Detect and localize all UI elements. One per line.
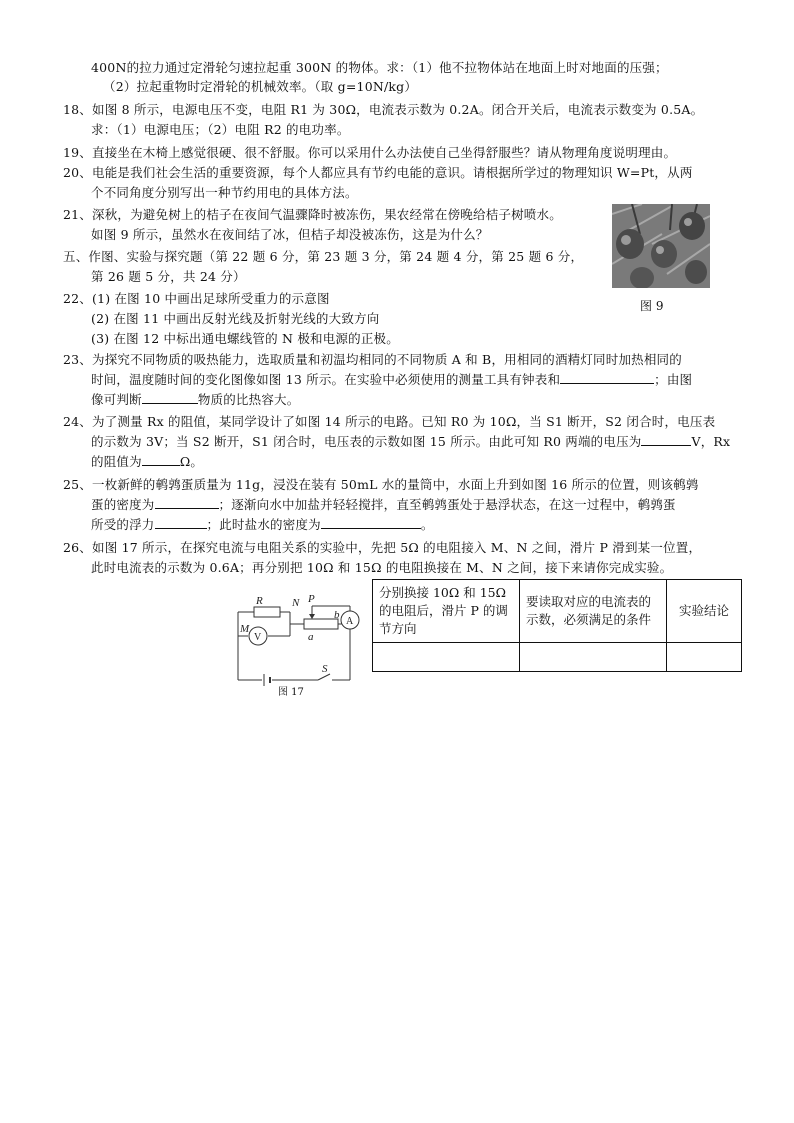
table-header-direction: 分别换接 10Ω 和 15Ω 的电阻后，滑片 P 的调节方向 — [373, 580, 520, 643]
table-answer-row — [373, 643, 742, 672]
label-n: N — [292, 597, 300, 609]
q23-blank-substance[interactable] — [142, 391, 198, 404]
q17-line2: （2）拉起重物时定滑轮的机械效率。（取 g=10N/kg） — [103, 79, 418, 94]
q25-line1: 25、一枚新鲜的鹌鹑蛋质量为 11g，浸没在装有 50mL 水的量筒中，水面上升到如图 16 所示的位置，则该鹌鹑 — [63, 477, 699, 492]
q26-line2: 此时电流表的示数为 0.6A；再分别把 10Ω 和 15Ω 的电阻换接在 M、N 之间，接下来请你完成实验。 — [91, 560, 673, 575]
label-m: M — [240, 623, 250, 635]
figure-9-oranges-photo — [612, 204, 710, 288]
label-r: R — [256, 595, 263, 607]
section5-line1: 五、作图、实验与探究题（第 22 题 6 分，第 23 题 3 分，第 24 题 4 分，第 25 题 6 分， — [63, 249, 584, 264]
q24-line3: 的阻值为 Ω。 — [91, 454, 204, 469]
q17-line1: 400N的拉力通过定滑轮匀速拉起重 300N 的物体。求：（1）他不拉物体站在地面上时对地面的压强； — [91, 60, 668, 75]
q23-line3: 像可判断 物质的比热容大。 — [91, 392, 300, 407]
rheostat — [304, 619, 338, 629]
q23-blank-tool[interactable] — [560, 371, 654, 384]
q22-line2: (2) 在图 11 中画出反射光线及折射光线的大致方向 — [91, 311, 380, 326]
label-p: P — [308, 593, 315, 605]
table-answer-direction[interactable] — [373, 643, 520, 672]
q20-line1: 20、电能是我们社会生活的重要资源，每个人都应具有节约电能的意识。请根据所学过的物理知识 W=Pt，从两 — [63, 165, 693, 180]
q21-line2: 如图 9 所示，虽然水在夜间结了冰，但桔子却没被冻伤，这是为什么？ — [91, 227, 489, 242]
label-b-end: b — [334, 609, 340, 621]
q25-blank-density[interactable] — [155, 496, 219, 509]
table-answer-condition[interactable] — [520, 643, 667, 672]
q26-line1: 26、如图 17 所示，在探究电流与电阻关系的实验中，先把 5Ω 的电阻接入 M、N 之间，滑片 P 滑到某一位置， — [63, 540, 702, 555]
q24-line2: 的示数为 3V；当 S2 断开，S1 闭合时，电压表的示数如图 15 所示。由此可知 R0 两端的电压为 V，Rx — [91, 434, 731, 449]
table-header-condition: 要读取对应的电流表的示数，必须满足的条件 — [520, 580, 667, 643]
label-s: S — [322, 663, 328, 675]
q19-line1: 19、直接坐在木椅上感觉很硬、很不舒服。你可以采用什么办法使自己坐得舒服些？请从物理角度说明理由。 — [63, 145, 677, 160]
q20-line2: 个不同角度分别写出一种节约用电的具体方法。 — [91, 185, 358, 200]
q21-line1: 21、深秋，为避免树上的桔子在夜间气温骤降时被冻伤，果农经常在傍晚给桔子树喷水。 — [63, 207, 562, 222]
q22-line1: 22、(1) 在图 10 中画出足球所受重力的示意图 — [63, 291, 330, 306]
label-a-end: a — [308, 631, 314, 643]
slider-arrowhead — [309, 614, 315, 619]
q23-line2: 时间，温度随时间的变化图像如图 13 所示。在实验中必须使用的测量工具有钟表和 ；由图 — [91, 372, 693, 387]
q26-table — [372, 579, 742, 672]
q24-blank-resistance[interactable] — [142, 453, 180, 466]
section5-line2: 第 26 题 5 分，共 24 分） — [91, 269, 246, 284]
table-header-row — [373, 580, 742, 643]
q25-blank-buoyancy[interactable] — [155, 516, 207, 529]
figure-17-caption: 图 17 — [278, 687, 304, 698]
q24-line1: 24、为了测量 Rx 的阻值，某同学设计了如图 14 所示的电路。已知 R0 为 10Ω，当 S1 断开，S2 闭合时，电压表 — [63, 414, 716, 429]
q25-blank-salt-density[interactable] — [321, 516, 421, 529]
q23-line1: 23、为探究不同物质的吸热能力，选取质量和初温均相同的不同物质 A 和 B，用相同的酒精灯同时加热相同的 — [63, 352, 682, 367]
q25-line3: 所受的浮力 ；此时盐水的密度为 。 — [91, 517, 434, 532]
q24-blank-voltage[interactable] — [641, 433, 691, 446]
q18-line1: 18、如图 8 所示，电源电压不变，电阻 R1 为 30Ω，电流表示数为 0.2A。闭合开关后，电流表示数变为 0.5A。 — [63, 102, 704, 117]
q25-line2: 蛋的密度为 ；逐渐向水中加盐并轻轻搅拌，直至鹌鹑蛋处于悬浮状态，在这一过程中，鹌鹑蛋 — [91, 497, 676, 512]
table-answer-conclusion[interactable] — [667, 643, 742, 672]
label-a: A — [346, 616, 354, 627]
table-header-conclusion: 实验结论 — [667, 580, 742, 643]
resistor-r — [254, 607, 280, 617]
q22-line3: (3) 在图 12 中标出通电螺线管的 N 极和电源的正极。 — [91, 331, 399, 346]
q18-line2: 求：（1）电源电压；（2）电阻 R2 的电功率。 — [91, 122, 350, 137]
figure-9-caption: 图 9 — [640, 299, 664, 313]
label-v: V — [254, 632, 262, 643]
